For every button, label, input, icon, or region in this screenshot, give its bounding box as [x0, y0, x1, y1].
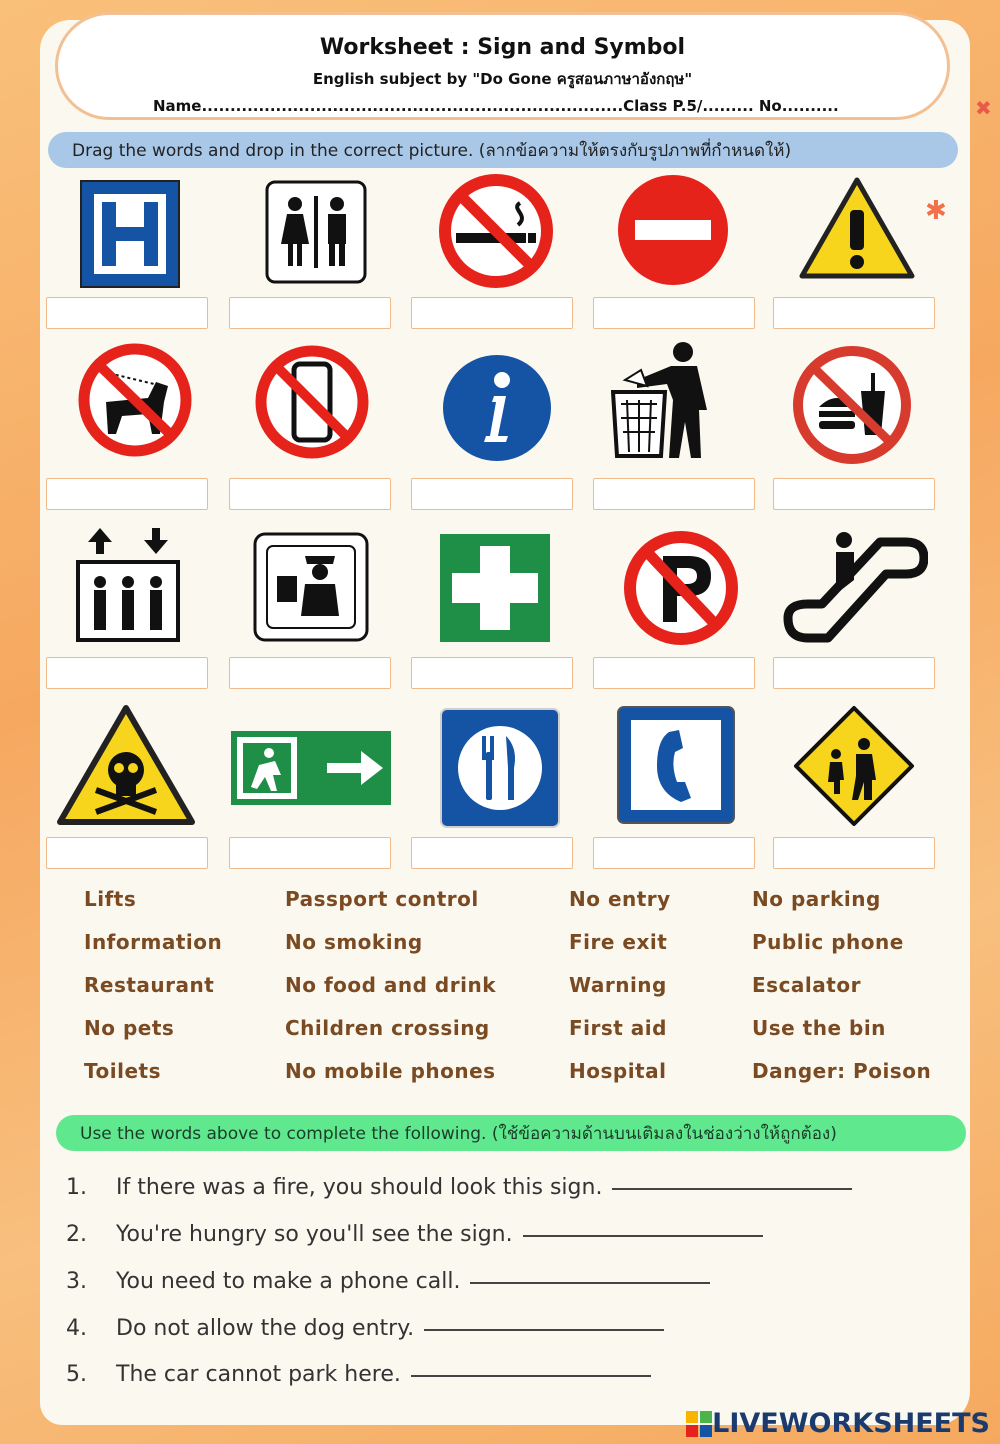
- word-bank-item[interactable]: Danger: Poison: [752, 1059, 932, 1083]
- brand-name: LIVEWORKSHEETS: [712, 1408, 990, 1439]
- question-number: 5.: [66, 1362, 87, 1387]
- word-bank-item[interactable]: No mobile phones: [285, 1059, 496, 1083]
- answer-box-6[interactable]: [46, 478, 208, 510]
- use-the-bin-icon: [611, 340, 715, 462]
- answer-box-16[interactable]: [46, 837, 208, 869]
- word-bank-item[interactable]: No entry: [569, 887, 671, 911]
- public-phone-icon: [617, 706, 735, 824]
- passport-control-icon: [253, 532, 369, 642]
- question-1: [66, 1175, 852, 1200]
- warning-icon: [798, 176, 916, 282]
- word-bank-item[interactable]: Warning: [569, 973, 667, 997]
- answer-box-13[interactable]: [411, 657, 573, 689]
- word-bank-item[interactable]: Toilets: [84, 1059, 161, 1083]
- escalator-icon: [780, 528, 928, 644]
- answer-box-18[interactable]: [411, 837, 573, 869]
- danger-poison-icon: [56, 704, 196, 828]
- page-subtitle: English subject by "Do Gone ครูสอนภาษาอังกฤษ": [312, 70, 693, 88]
- question-text: The car cannot park here.: [116, 1362, 401, 1387]
- liveworksheets-logo: [686, 1408, 990, 1439]
- question-text: You're hungry so you'll see the sign.: [116, 1222, 513, 1247]
- answer-blank-5[interactable]: [411, 1374, 651, 1377]
- answer-box-7[interactable]: [229, 478, 391, 510]
- question-number: 1.: [66, 1175, 87, 1200]
- page-title: Worksheet : Sign and Symbol: [319, 35, 686, 60]
- question-text: Do not allow the dog entry.: [116, 1316, 415, 1341]
- fire-exit-icon: [231, 731, 391, 805]
- question-2: [66, 1222, 763, 1247]
- word-bank-item[interactable]: Children crossing: [285, 1016, 490, 1040]
- first-aid-icon: [440, 534, 550, 642]
- word-bank-item[interactable]: No smoking: [285, 930, 423, 954]
- liveworksheets-logo-icon: [686, 1411, 712, 1437]
- answer-box-3[interactable]: [411, 297, 573, 329]
- student-info-row: Name..........................................................................Class P.5/......... No..........: [153, 97, 839, 115]
- word-bank-item[interactable]: Public phone: [752, 930, 904, 954]
- restaurant-icon: [440, 708, 560, 828]
- word-bank-item[interactable]: Hospital: [569, 1059, 667, 1083]
- answer-blank-1[interactable]: [612, 1187, 852, 1190]
- answer-box-15[interactable]: [773, 657, 935, 689]
- answer-box-4[interactable]: [593, 297, 755, 329]
- drag-instruction: Drag the words and drop in the correct picture. (ลากข้อความให้ตรงกับรูปภาพที่กำหนดให้): [48, 132, 958, 168]
- answer-box-9[interactable]: [593, 478, 755, 510]
- word-bank-item[interactable]: No food and drink: [285, 973, 496, 997]
- no-parking-icon: [623, 530, 739, 646]
- worksheet-header: [55, 12, 950, 120]
- question-text: You need to make a phone call.: [116, 1269, 461, 1294]
- word-bank-item[interactable]: Fire exit: [569, 930, 668, 954]
- no-mobile-phones-icon: [254, 344, 370, 460]
- word-bank-item[interactable]: First aid: [569, 1016, 667, 1040]
- star-decoration: ✱: [925, 196, 947, 226]
- answer-box-8[interactable]: [411, 478, 573, 510]
- answer-blank-4[interactable]: [424, 1328, 664, 1331]
- no-entry-icon: [617, 174, 729, 286]
- answer-box-11[interactable]: [46, 657, 208, 689]
- question-number: 4.: [66, 1316, 87, 1341]
- question-number: 3.: [66, 1269, 87, 1294]
- answer-box-5[interactable]: [773, 297, 935, 329]
- children-crossing-icon: [792, 704, 916, 828]
- word-bank-item[interactable]: Restaurant: [84, 973, 215, 997]
- answer-box-14[interactable]: [593, 657, 755, 689]
- question-5: [66, 1362, 651, 1387]
- answer-box-17[interactable]: [229, 837, 391, 869]
- information-icon: [442, 354, 552, 462]
- word-bank-item[interactable]: Passport control: [285, 887, 479, 911]
- answer-box-12[interactable]: [229, 657, 391, 689]
- star-decoration: ✖: [975, 96, 992, 120]
- answer-box-20[interactable]: [773, 837, 935, 869]
- answer-box-2[interactable]: [229, 297, 391, 329]
- word-bank-item[interactable]: No parking: [752, 887, 881, 911]
- no-food-and-drink-icon: [789, 343, 915, 467]
- hospital-icon: [80, 180, 180, 288]
- answer-box-1[interactable]: [46, 297, 208, 329]
- question-4: [66, 1316, 664, 1341]
- answer-box-10[interactable]: [773, 478, 935, 510]
- answer-blank-2[interactable]: [523, 1234, 763, 1237]
- lifts-icon: [76, 524, 180, 642]
- toilets-icon: [265, 180, 367, 284]
- answer-box-19[interactable]: [593, 837, 755, 869]
- question-number: 2.: [66, 1222, 87, 1247]
- word-bank-item[interactable]: Escalator: [752, 973, 861, 997]
- word-bank-item[interactable]: Lifts: [84, 887, 137, 911]
- word-bank-item[interactable]: No pets: [84, 1016, 175, 1040]
- complete-instruction: Use the words above to complete the following. (ใช้ข้อความด้านบนเติมลงในช่องว่างให้ถูกต้อง): [56, 1115, 966, 1151]
- word-bank-item[interactable]: Use the bin: [752, 1016, 886, 1040]
- answer-blank-3[interactable]: [470, 1281, 710, 1284]
- word-bank-item[interactable]: Information: [84, 930, 223, 954]
- question-3: [66, 1269, 710, 1294]
- no-smoking-icon: [438, 173, 554, 289]
- no-pets-icon: [76, 342, 194, 458]
- question-text: If there was a fire, you should look this sign.: [116, 1175, 603, 1200]
